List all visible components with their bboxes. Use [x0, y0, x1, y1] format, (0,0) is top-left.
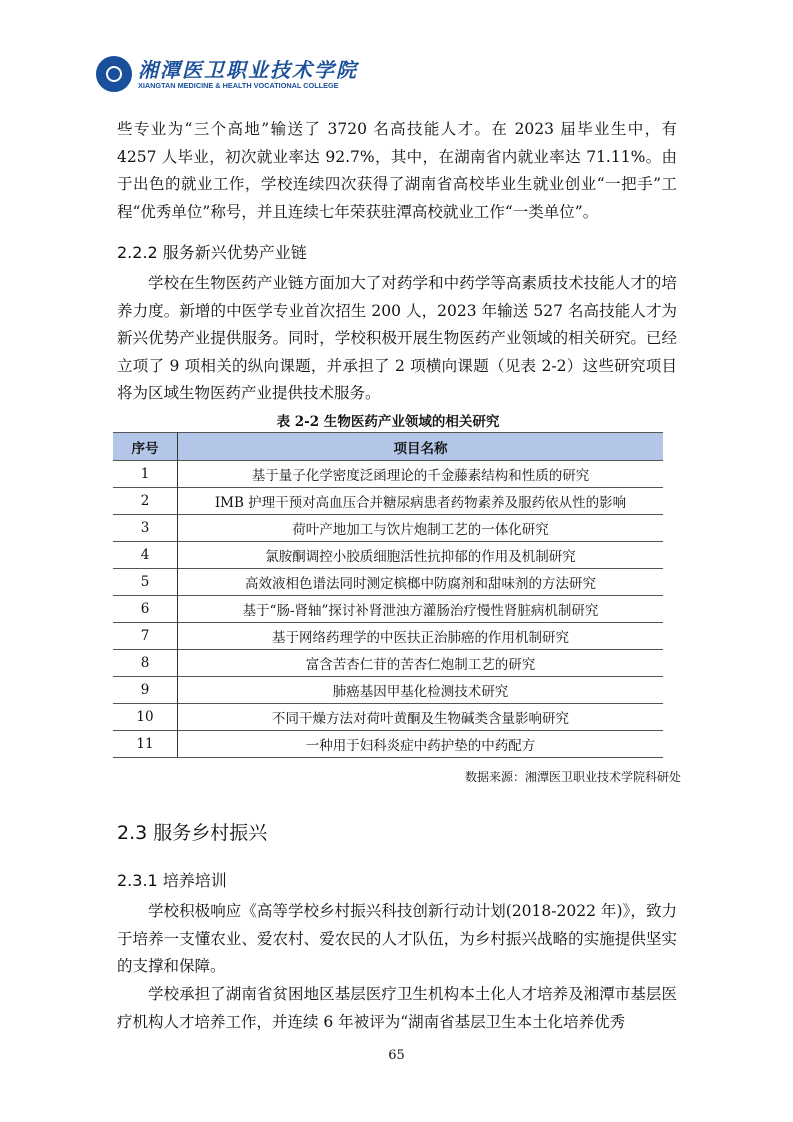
paragraph-employment: 些专业为“三个高地”输送了 3720 名高技能人才。在 2023 届毕业生中，有 4257 人毕业，初次就业率达 92.7%，其中，在湖南省内就业率达 71.11%。由于出色的就业工作，学校连续四次获得了湖南省高校毕业生就业创业“一把手”工程“优秀单位”称号，并且连续七年荣获驻潭高校就业工作“一类单位”。	[117, 120, 677, 221]
row-index: 9	[113, 677, 178, 704]
college-seal-icon	[96, 56, 132, 92]
row-index: 1	[113, 461, 178, 488]
project-name: 基于量子化学密度泛函理论的千金藤素结构和性质的研究	[178, 461, 664, 488]
section-heading-2-3-1: 2.3.1 培养培训	[117, 871, 227, 890]
row-index: 10	[113, 704, 178, 731]
row-index: 4	[113, 542, 178, 569]
table-row	[113, 677, 663, 704]
college-logo	[96, 56, 358, 92]
project-name: 一种用于妇科炎症中药护垫的中药配方	[178, 731, 664, 758]
project-name: 荷叶产地加工与饮片炮制工艺的一体化研究	[178, 515, 664, 542]
table-row	[113, 461, 663, 488]
column-header-index: 序号	[113, 433, 178, 461]
row-index: 5	[113, 569, 178, 596]
table-row	[113, 704, 663, 731]
table-caption: 表 2-2 生物医药产业领域的相关研究	[276, 414, 500, 430]
table-source: 数据来源：湘潭医卫职业技术学院科研处	[464, 770, 681, 784]
table-row	[113, 488, 663, 515]
row-index: 3	[113, 515, 178, 542]
research-table	[113, 432, 663, 758]
project-name: 不同干燥方法对荷叶黄酮及生物碱类含量影响研究	[178, 704, 664, 731]
logo-chinese-name: 湘潭医卫职业技术学院	[138, 57, 358, 82]
project-name: 氯胺酮调控小胶质细胞活性抗抑郁的作用及机制研究	[178, 542, 664, 569]
table-row	[113, 623, 663, 650]
table-row	[113, 731, 663, 758]
table-row	[113, 515, 663, 542]
row-index: 11	[113, 731, 178, 758]
project-name: 基于网络药理学的中医扶正治肺癌的作用机制研究	[178, 623, 664, 650]
section-heading-2-3: 2.3 服务乡村振兴	[117, 822, 268, 844]
table-row	[113, 650, 663, 677]
paragraph-rural-revitalization: 学校积极响应《高等学校乡村振兴科技创新行动计划(2018-2022 年)》，致力于培养一支懂农业、爱农村、爱农民的人才队伍，为乡村振兴战略的实施提供坚实的支撑和保障。	[117, 902, 677, 976]
project-name: 富含苦杏仁苷的苦杏仁炮制工艺的研究	[178, 650, 664, 677]
project-name: IMB 护理干预对高血压合并糖尿病患者药物素养及服药依从性的影响	[178, 488, 664, 515]
project-name: 基于“肠-肾轴”探讨补肾泄浊方灌肠治疗慢性肾脏病机制研究	[178, 596, 664, 623]
paragraph-biomedicine: 学校在生物医药产业链方面加大了对药学和中药学等高素质技术技能人才的培养力度。新增的中医学专业首次招生 200 人，2023 年输送 527 名高技能人才为新兴优势产业提供服务。同时，学校积极开展生物医药产业领域的相关研究。已经立项了 9 项相关的纵向课题，并承担了 2 项横向课题（见表 2-2）这些研究项目将为区域生物医药产业提供技术服务。	[117, 274, 677, 403]
table-row	[113, 596, 663, 623]
logo-english-name: XIANGTAN MEDICINE & HEALTH VOCATIONAL COLLEGE	[138, 80, 339, 90]
section-heading-2-2-2: 2.2.2 服务新兴优势产业链	[117, 243, 307, 262]
paragraph-local-training: 学校承担了湖南省贫困地区基层医疗卫生机构本土化人才培养及湘潭市基层医疗机构人才培养工作，并连续 6 年被评为“湖南省基层卫生本土化培养优秀	[117, 985, 677, 1031]
project-name: 肺癌基因甲基化检测技术研究	[178, 677, 664, 704]
page-number: 65	[388, 1048, 405, 1063]
row-index: 7	[113, 623, 178, 650]
table-row	[113, 542, 663, 569]
row-index: 2	[113, 488, 178, 515]
row-index: 6	[113, 596, 178, 623]
column-header-project: 项目名称	[178, 433, 664, 461]
row-index: 8	[113, 650, 178, 677]
project-name: 高效液相色谱法同时测定槟榔中防腐剂和甜味剂的方法研究	[178, 569, 664, 596]
table-row	[113, 569, 663, 596]
